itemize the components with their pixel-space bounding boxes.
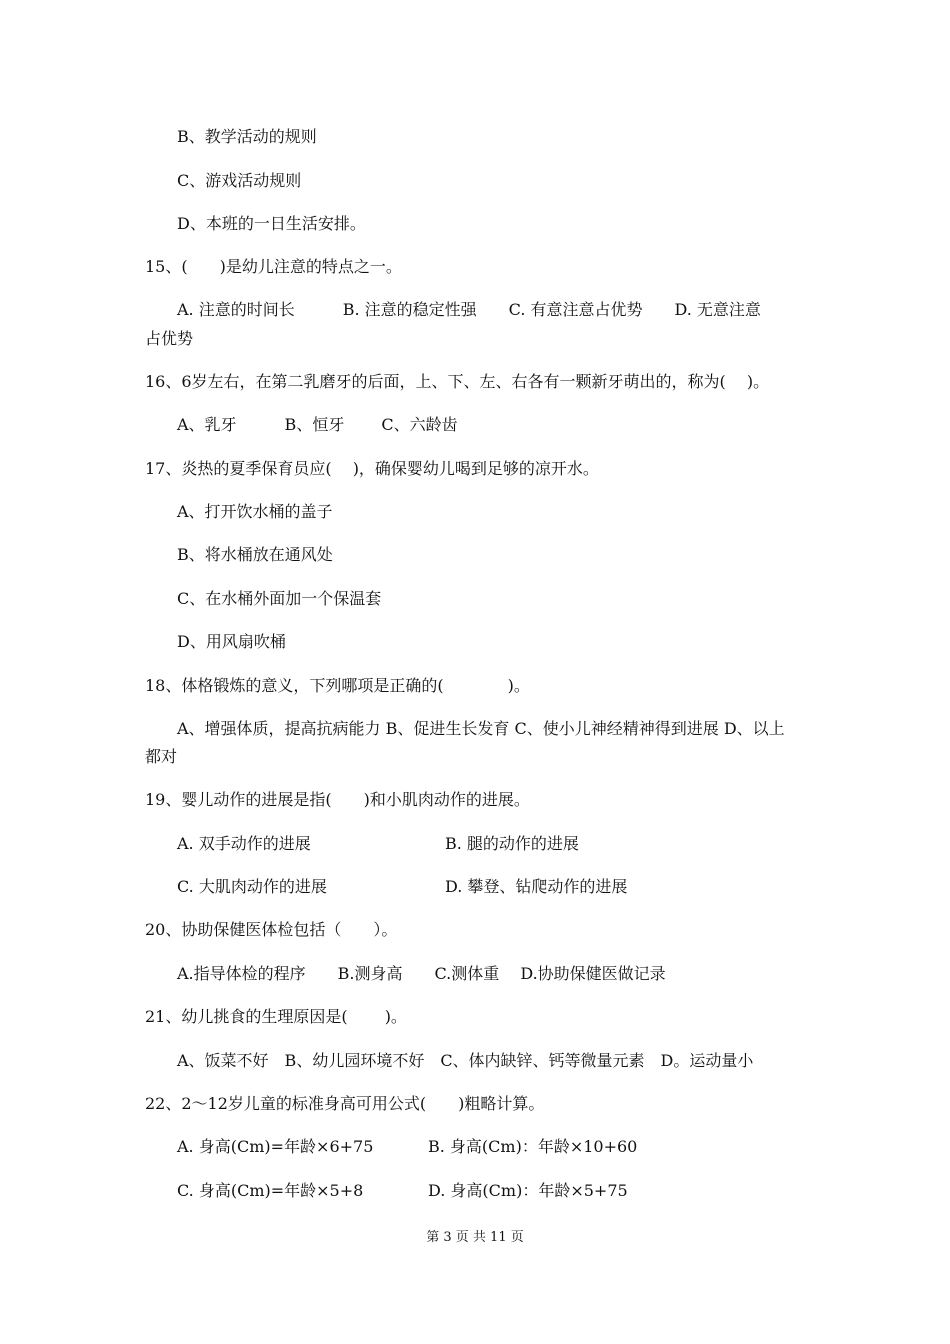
question-16: 16、6岁左右，在第二乳磨牙的后面，上、下、左、右各有一颗新牙萌出的，称为( )。	[145, 372, 770, 391]
option-line: D. 攀登、钻爬动作的进展	[445, 877, 628, 896]
option-line: A. 双手动作的进展	[177, 834, 311, 853]
question-22: 22、2～12岁儿童的标准身高可用公式( )粗略计算。	[145, 1094, 545, 1113]
option-line: A.指导体检的程序 B.测身高 C.测体重 D.协助保健医做记录	[177, 964, 666, 983]
option-line: D. 身高(Cm)：年龄×5+75	[428, 1181, 628, 1200]
question-19: 19、婴儿动作的进展是指( )和小肌肉动作的进展。	[145, 790, 530, 809]
option-line: C、游戏活动规则	[177, 171, 302, 190]
option-line: D、用风扇吹桶	[177, 632, 286, 651]
option-line-wrap: 都对	[145, 747, 178, 766]
option-line-wrap: 占优势	[145, 329, 194, 348]
option-line: B. 腿的动作的进展	[445, 834, 579, 853]
option-line: C. 身高(Cm)=年龄×5+8	[177, 1181, 364, 1200]
question-18: 18、体格锻炼的意义，下列哪项是正确的( )。	[145, 676, 530, 695]
question-15: 15、( )是幼儿注意的特点之一。	[145, 257, 402, 276]
option-line: B、将水桶放在通风处	[177, 545, 333, 564]
option-line: A、饭菜不好 B、幼儿园环境不好 C、体内缺锌、钙等微量元素 D。运动量小	[177, 1051, 754, 1070]
question-21: 21、幼儿挑食的生理原因是( )。	[145, 1007, 407, 1026]
option-line: A、打开饮水桶的盖子	[177, 502, 333, 521]
question-17: 17、炎热的夏季保育员应( )，确保婴幼儿喝到足够的凉开水。	[145, 459, 599, 478]
option-line: A、增强体质，提高抗病能力 B、促进生长发育 C、使小儿神经精神得到进展 D、以上	[177, 719, 785, 738]
option-line: A、乳牙 B、恒牙 C、六龄齿	[177, 415, 458, 434]
option-line: A. 身高(Cm)=年龄×6+75	[177, 1137, 374, 1156]
option-line: A. 注意的时间长 B. 注意的稳定性强 C. 有意注意占优势 D. 无意注意	[177, 300, 761, 319]
option-line: C、在水桶外面加一个保温套	[177, 589, 382, 608]
option-line: B、教学活动的规则	[177, 127, 317, 146]
question-20: 20、协助保健医体检包括（ ）。	[145, 920, 398, 939]
option-line: C. 大肌肉动作的进展	[177, 877, 327, 896]
option-line: D、本班的一日生活安排。	[177, 214, 366, 233]
option-line: B. 身高(Cm)：年龄×10+60	[428, 1137, 638, 1156]
page-footer: 第 3 页 共 11 页	[426, 1230, 524, 1245]
